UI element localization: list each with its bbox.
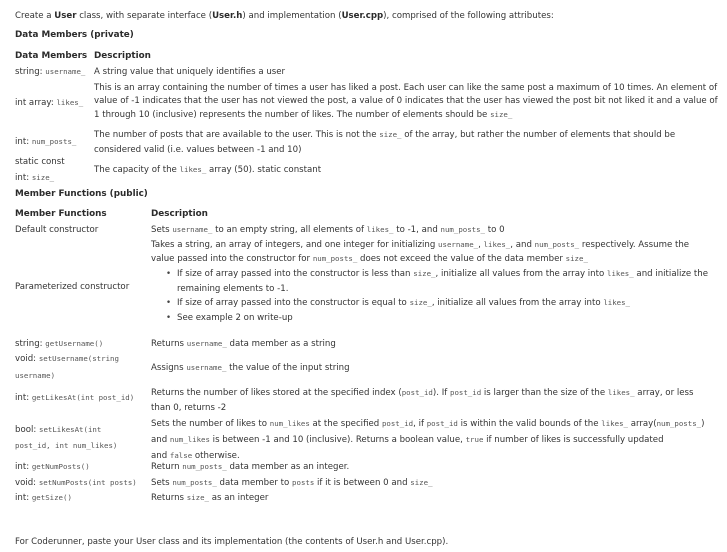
mf-set-username-signature-1: void: setUsername(string (15, 354, 119, 364)
member-functions-heading: Member Functions (public) (15, 189, 148, 199)
footer-instructions: For Coderunner, paste your User class and its implementation (the contents of User.h and User.cpp). (15, 537, 449, 547)
mf-col-header-functions: Member Functions (15, 209, 107, 219)
mf-param-ctor-line1: Takes a string, an array of integers, and one integer for initializing username_, likes_, and num_posts_ respectively. Assume the (151, 240, 690, 250)
dm-num-posts-type: int: num_posts_ (15, 137, 77, 147)
dm-username-description: A string value that uniquely identifies a user (94, 67, 286, 77)
mf-set-num-posts-description: Sets num_posts_ data member to posts if it is between 0 and size_ (151, 478, 433, 488)
mf-set-username-signature-2: username) (15, 371, 56, 380)
mf-set-likes-at-signature-2: post_id, int num_likes) (15, 441, 118, 450)
dm-likes-type: int array: likes_ (15, 98, 84, 108)
mf-set-username-description: Assigns username_ the value of the input string (151, 363, 350, 373)
mf-param-ctor-name: Parameterized constructor (15, 282, 130, 292)
mf-get-num-posts-signature: int: getNumPosts() (15, 462, 90, 472)
mf-default-ctor-name: Default constructor (15, 225, 99, 235)
mf-param-ctor-line2: value passed into the constructor for num_posts_ does not exceed the value of the data member size_ (151, 254, 588, 264)
mf-get-size-signature: int: getSize() (15, 493, 72, 503)
mf-get-num-posts-description: Return num_posts_ data member as an integer. (151, 462, 350, 472)
data-members-heading: Data Members (private) (15, 30, 134, 40)
dm-size-type-line1: static const (15, 157, 65, 167)
dm-num-posts-description: The number of posts that are available to the user. This is not the size_ of the array, but rather the number of elements that should be considered valid (i.e. values between -1 and 10) (94, 130, 676, 155)
mf-param-ctor-bullet-3: • See example 2 on write-up (177, 313, 293, 323)
dm-col-header-description: Description (94, 51, 151, 61)
mf-set-likes-at-description: Sets the number of likes to num_likes at the specified post_id, if post_id is within the valid bounds of the likes_ array(num_posts_) and num_likes is between -1 and 10 (inclusive). Returns a boolean value, true if number of likes is successfully updated and false otherwise. (151, 419, 705, 461)
mf-col-header-description: Description (151, 209, 208, 219)
intro-text: Create a User class, with separate interface (User.h) and implementation (User.cpp), comprised of the following attributes: (15, 11, 554, 21)
mf-param-ctor-bullet-1: • If size of array passed into the constructor is less than size_, initialize all values from the array into likes_ and initialize the (177, 269, 708, 279)
mf-default-ctor-description: Sets username_ to an empty string, all elements of likes_ to -1, and num_posts_ to 0 (151, 225, 505, 235)
dm-col-header-members: Data Members (15, 51, 88, 61)
mf-get-likes-at-description: Returns the number of likes stored at the specified index (post_id). If post_id is larger than the size of the likes_ array, or less than 0, returns -2 (151, 388, 694, 413)
dm-likes-description: This is an array containing the number of times a user has liked a post. Each user can like the same post a maximum of 10 times. An element of value of -1 indicates that the user has not viewed the post, a value of 0 indicates that the user has viewed the post bit not liked it and a value of 1 through 10 (inclusive) represents the number of likes. The number of elements should be size_ (94, 83, 718, 120)
dm-username-type: string: username_ (15, 67, 86, 77)
mf-param-ctor-bullet-1-cont: remaining elements to -1. (177, 284, 289, 294)
mf-get-username-description: Returns username_ data member as a string (151, 339, 336, 349)
mf-set-likes-at-signature-1: bool: setLikesAt(int (15, 425, 102, 435)
mf-get-username-signature: string: getUsername() (15, 339, 104, 349)
mf-get-likes-at-signature: int: getLikesAt(int post_id) (15, 393, 135, 403)
mf-get-size-description: Returns size_ as an integer (151, 493, 269, 503)
dm-size-description: The capacity of the likes_ array (50). static constant (94, 165, 322, 175)
mf-set-num-posts-signature: void: setNumPosts(int posts) (15, 478, 137, 488)
dm-size-type-line2: int: size_ (15, 173, 55, 183)
mf-param-ctor-bullet-2: • If size of array passed into the constructor is equal to size_, initialize all values from the array into likes_ (177, 298, 630, 308)
